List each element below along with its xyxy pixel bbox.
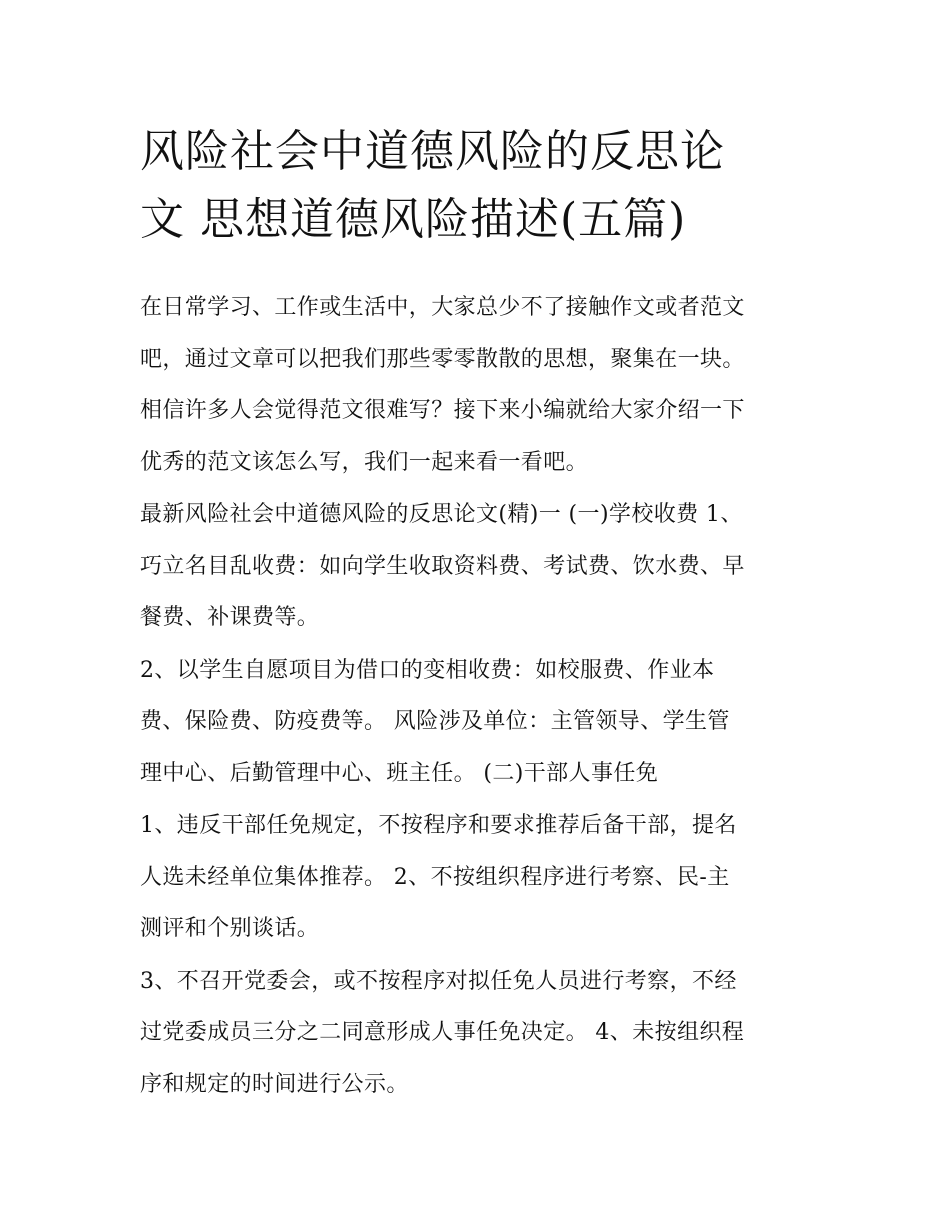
text-line: 3、不召开党委会，或不按程序对拟任免人员进行考察，不经 — [140, 968, 737, 994]
text-line: 相信许多人会觉得范文很难写？接下来小编就给大家介绍一下 — [140, 398, 745, 423]
document-body — [140, 282, 815, 1110]
text-line: 在日常学习、工作或生活中，大家总少不了接触作文或者范文 — [140, 295, 745, 320]
text-line: 最新风险社会中道德风险的反思论文(精)一 (一)学校收费 1、 — [140, 502, 743, 527]
text-line: 理中心、后勤管理中心、班主任。 (二)干部人事任免 — [140, 760, 659, 786]
text-line: 过党委成员三分之二同意形成人事任免决定。 4、未按组织程 — [140, 1020, 745, 1045]
document-title — [140, 118, 815, 254]
text-line: 餐费、补课费等。 — [140, 605, 320, 630]
text-line: 费、保险费、防疫费等。 风险涉及单位：主管领导、学生管 — [140, 709, 730, 734]
title-line: 风险社会中道德风险的反思论 — [140, 126, 725, 177]
text-line: 巧立名目乱收费：如向学生收取资料费、考试费、饮水费、早 — [140, 553, 745, 579]
document-page — [140, 118, 815, 1111]
text-line: 人选未经单位集体推荐。 2、不按组织程序进行考察、民-主 — [140, 864, 730, 890]
paragraph-cadre-appointment — [140, 800, 815, 955]
text-line: 优秀的范文该怎么写，我们一起来看一看吧。 — [140, 449, 589, 475]
text-line: 2、以学生自愿项目为借口的变相收费：如校服费、作业本 — [140, 657, 715, 683]
paragraph-intro — [140, 282, 815, 488]
text-line: 测评和个别谈话。 — [140, 916, 320, 941]
paragraph-voluntary-fees — [140, 645, 815, 800]
text-line: 序和规定的时间进行公示。 — [140, 1071, 409, 1097]
paragraph-school-fees — [140, 489, 815, 644]
title-line: 文 思想道德风险描述(五篇) — [140, 194, 687, 245]
text-line: 1、违反干部任免规定，不按程序和要求推荐后备干部，提名 — [140, 813, 737, 838]
paragraph-party-committee — [140, 956, 815, 1111]
text-line: 吧，通过文章可以把我们那些零零散散的思想，聚集在一块。 — [140, 346, 745, 372]
